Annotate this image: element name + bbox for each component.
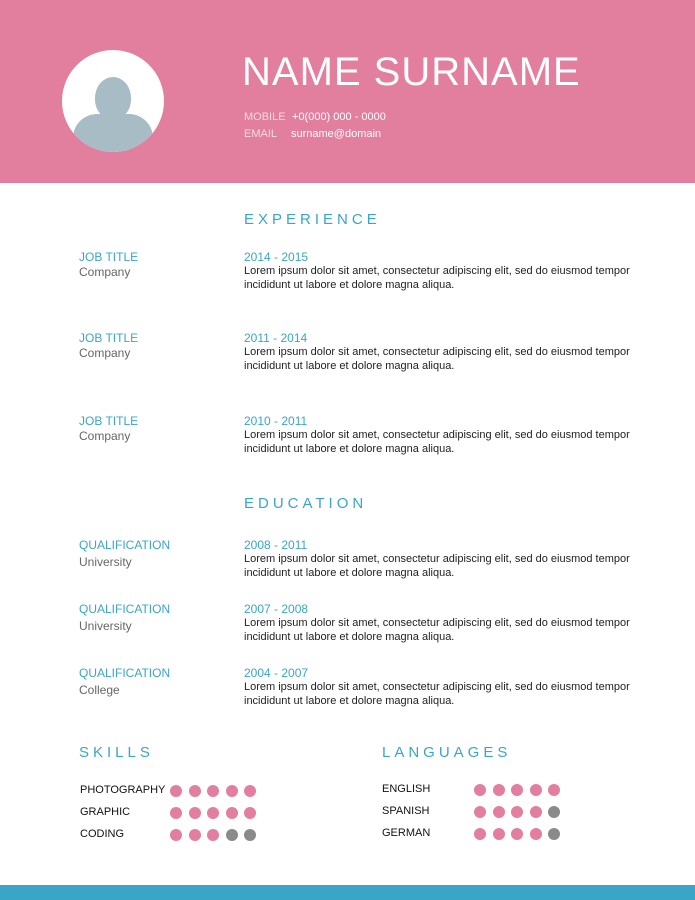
entry-description: Lorem ipsum dolor sit amet, consectetur adipiscing elit, sed do eiusmod tempor incididunt ut labore et dolore magna aliqua. — [244, 346, 630, 372]
email-label: EMAIL — [244, 128, 278, 140]
company-name: Company — [79, 346, 131, 360]
rating-dot-filled — [189, 829, 201, 841]
rating-dot-filled — [511, 806, 523, 818]
date-range: 2008 - 2011 — [244, 538, 308, 552]
rating-dot-filled — [226, 807, 238, 819]
rating-dot-filled — [493, 806, 505, 818]
avatar-body — [73, 114, 153, 152]
rating-dot-filled — [189, 807, 201, 819]
rating-dot-filled — [530, 806, 542, 818]
mobile-label: MOBILE — [244, 111, 286, 123]
rating-dot-filled — [474, 784, 486, 796]
qualification-title: QUALIFICATION — [79, 666, 171, 680]
job-title: JOB TITLE — [79, 414, 139, 428]
rating-dot-filled — [474, 806, 486, 818]
qualification-title: QUALIFICATION — [79, 602, 171, 616]
entry-description: Lorem ipsum dolor sit amet, consectetur adipiscing elit, sed do eiusmod tempor incididunt ut labore et dolore magna aliqua. — [244, 617, 630, 643]
email-row — [244, 128, 382, 140]
header-banner — [0, 0, 695, 183]
rating-dot-filled — [189, 785, 201, 797]
rating-dot-empty — [226, 829, 238, 841]
avatar-head — [95, 77, 131, 119]
job-title: JOB TITLE — [79, 250, 139, 264]
rating-dot-filled — [207, 807, 219, 819]
entry-description: Lorem ipsum dolor sit amet, consectetur adipiscing elit, sed do eiusmod tempor incididunt ut labore et dolore magna aliqua. — [244, 429, 630, 455]
language-name: ENGLISH — [382, 783, 431, 795]
footer-bar — [0, 885, 695, 900]
date-range: 2014 - 2015 — [244, 250, 309, 264]
rating-dot-filled — [244, 807, 256, 819]
rating-dot-filled — [226, 785, 238, 797]
date-range: 2007 - 2008 — [244, 602, 309, 616]
rating-dot-filled — [530, 784, 542, 796]
institution-name: University — [79, 555, 132, 569]
mobile-value: +0(000) 000 - 0000 — [292, 111, 386, 123]
rating-dot-filled — [548, 784, 560, 796]
full-name: NAME SURNAME — [242, 50, 581, 94]
rating-dot-filled — [170, 829, 182, 841]
company-name: Company — [79, 265, 131, 279]
mobile-row — [244, 111, 386, 123]
rating-dot-filled — [530, 828, 542, 840]
date-range: 2011 - 2014 — [244, 331, 308, 345]
rating-dot-filled — [207, 829, 219, 841]
rating-dot-filled — [207, 785, 219, 797]
rating-dot-empty — [548, 828, 560, 840]
job-title: JOB TITLE — [79, 331, 139, 345]
qualification-title: QUALIFICATION — [79, 538, 171, 552]
entry-description: Lorem ipsum dolor sit amet, consectetur adipiscing elit, sed do eiusmod tempor incididunt ut labore et dolore magna aliqua. — [244, 681, 630, 707]
language-name: GERMAN — [382, 827, 431, 839]
rating-dot-empty — [548, 806, 560, 818]
user-silhouette-icon — [62, 50, 164, 152]
institution-name: College — [79, 683, 120, 697]
rating-dot-filled — [244, 785, 256, 797]
skill-name: PHOTOGRAPHY — [80, 784, 166, 796]
experience-heading: EXPERIENCE — [244, 211, 381, 228]
languages-heading: LANGUAGES — [382, 744, 512, 761]
rating-dot-filled — [511, 784, 523, 796]
entry-description: Lorem ipsum dolor sit amet, consectetur adipiscing elit, sed do eiusmod tempor incididunt ut labore et dolore magna aliqua. — [244, 553, 630, 579]
rating-dot-filled — [170, 785, 182, 797]
date-range: 2004 - 2007 — [244, 666, 309, 680]
rating-dot-filled — [493, 784, 505, 796]
skills-heading: SKILLS — [79, 744, 154, 761]
rating-dot-filled — [493, 828, 505, 840]
education-heading: EDUCATION — [244, 495, 368, 512]
language-name: SPANISH — [382, 805, 430, 817]
email-value[interactable]: surname@domain — [291, 128, 382, 140]
rating-dot-empty — [244, 829, 256, 841]
skill-name: GRAPHIC — [80, 806, 131, 818]
rating-dot-filled — [170, 807, 182, 819]
rating-dot-filled — [474, 828, 486, 840]
entry-description: Lorem ipsum dolor sit amet, consectetur adipiscing elit, sed do eiusmod tempor incididunt ut labore et dolore magna aliqua. — [244, 265, 630, 291]
institution-name: University — [79, 619, 132, 633]
rating-dot-filled — [511, 828, 523, 840]
company-name: Company — [79, 429, 131, 443]
date-range: 2010 - 2011 — [244, 414, 308, 428]
skill-name: CODING — [80, 828, 124, 840]
